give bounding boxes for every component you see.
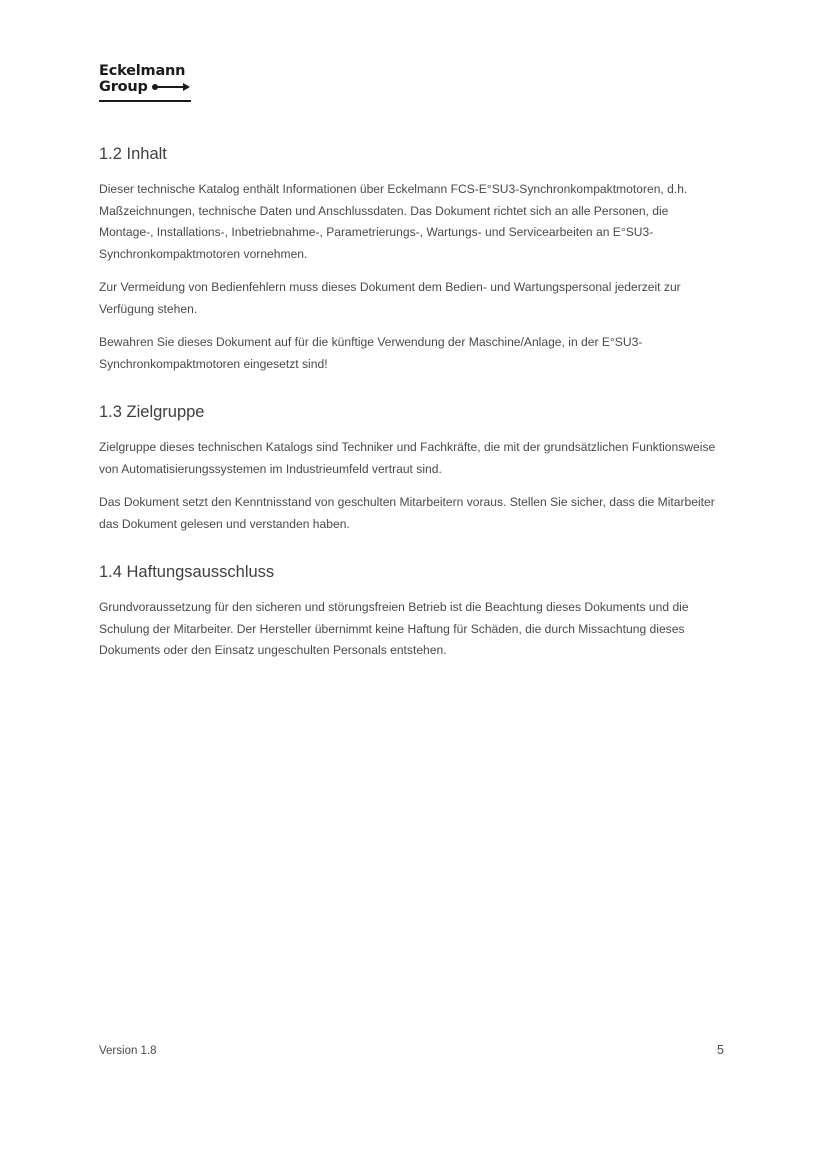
paragraph: Das Dokument setzt den Kenntnisstand von geschulten Mitarbeitern voraus. Stellen Sie sicher, dass die Mitarbeiter das Dokument gelesen und verstanden haben.: [99, 495, 715, 531]
paragraph: Grundvoraussetzung für den sicheren und störungsfreien Betrieb ist die Beachtung dieses Dokuments und die Schulung der Mitarbeiter. Der Hersteller übernimmt keine Haftung für Schäden, die durch Missachtung dieses Dokuments oder den Einsatz ungeschulten Personals entstehen.: [99, 600, 689, 657]
document-content: [99, 143, 724, 662]
page-footer: [99, 1043, 724, 1057]
section-heading-haftungsausschluss: 1.4 Haftungsausschluss: [99, 563, 275, 581]
section-heading-inhalt: 1.2 Inhalt: [99, 145, 167, 163]
paragraph: Dieser technische Katalog enthält Informationen über Eckelmann FCS-E°SU3-Synchronkompaktmotoren, d.h. Maßzeichnungen, technische Daten und Anschlussdaten. Das Dokument richtet sich an alle Personen, die Montage-, Installations-, Inbetriebnahme-, Parametrierungs-, Wartungs- und Servicearbeiten an E°SU3-Synchronkompaktmotoren vornehmen.: [99, 182, 688, 261]
paragraph: Zur Vermeidung von Bedienfehlern muss dieses Dokument dem Bedien- und Wartungspersonal jederzeit zur Verfügung stehen.: [99, 280, 681, 316]
logo-line-2-row: [99, 79, 191, 95]
arrow-right-icon: [152, 82, 190, 92]
logo-underline: [99, 100, 191, 102]
logo-line-1: Eckelmann: [99, 63, 186, 79]
footer-page-number: 5: [717, 1043, 724, 1057]
footer-version: Version 1.8: [99, 1045, 157, 1057]
eckelmann-group-logo: [99, 63, 191, 103]
paragraph: Zielgruppe dieses technischen Katalogs sind Techniker und Fachkräfte, die mit der grundsätzlichen Funktionsweise von Automatisierungssystemen im Industrieumfeld vertraut sind.: [99, 440, 716, 476]
section-heading-zielgruppe: 1.3 Zielgruppe: [99, 403, 205, 421]
logo-line-2: Group: [99, 79, 148, 95]
paragraph: Bewahren Sie dieses Dokument auf für die künftige Verwendung der Maschine/Anlage, in der E°SU3-Synchronkompaktmotoren eingesetzt sind!: [99, 335, 643, 371]
